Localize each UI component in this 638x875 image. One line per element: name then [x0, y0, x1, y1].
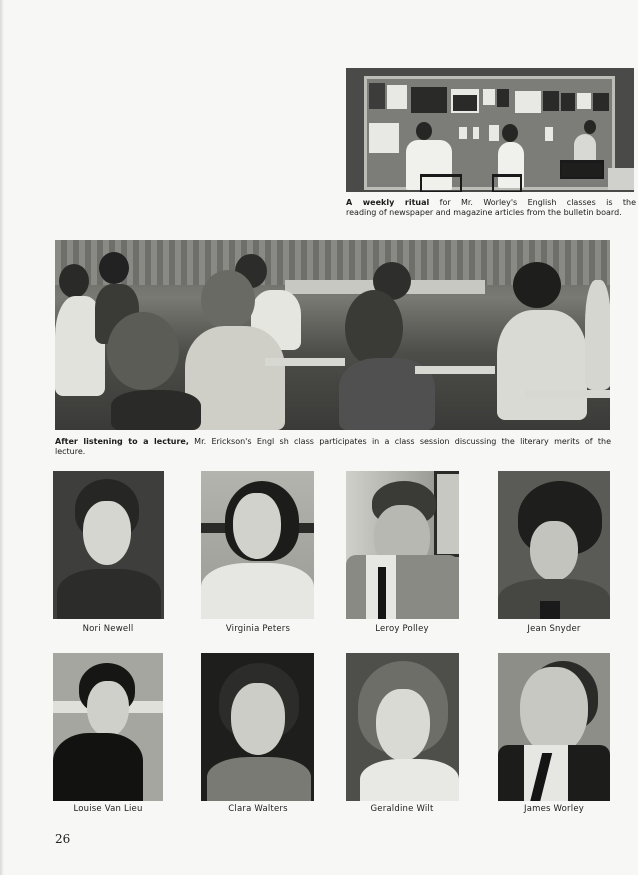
portrait-louise-van-lieu: [53, 653, 163, 801]
caption-text: for Mr. Worley's English classes is the: [429, 198, 636, 207]
student-head: [502, 124, 518, 142]
page-number: 26: [55, 832, 71, 846]
caption-text-line2: reading of newspaper and magazine articles from the bulletin board.: [346, 208, 622, 217]
book-stack: [608, 168, 634, 190]
chair: [560, 160, 604, 179]
portrait-james-worley: [498, 653, 610, 801]
caption-bold-lead: After listening to a lecture,: [55, 437, 189, 446]
faculty-name: Clara Walters: [228, 804, 288, 814]
student-head: [584, 120, 596, 134]
bulletin-board-photo: [346, 68, 634, 192]
chair: [420, 174, 462, 192]
chair: [492, 174, 522, 192]
page-binding-edge: [0, 0, 4, 875]
student-head: [416, 122, 432, 140]
faculty-name: Leroy Polley: [375, 624, 429, 634]
faculty-name: Louise Van Lieu: [73, 804, 143, 814]
portrait-jean-snyder: [498, 471, 610, 619]
portrait-clara-walters: [201, 653, 314, 801]
caption-bold-lead: A weekly ritual: [346, 198, 430, 207]
faculty-name: Virginia Peters: [225, 624, 291, 634]
faculty-name: James Worley: [524, 804, 584, 814]
faculty-name: Nori Newell: [82, 624, 134, 634]
bulletin-photo-caption: [346, 198, 636, 218]
portrait-leroy-polley: [346, 471, 459, 619]
portrait-nori-newell: [53, 471, 164, 619]
portrait-virginia-peters: [201, 471, 314, 619]
caption-text: Mr. Erickson's Engl sh class participates in a class session discussing the literary merits of the lecture.: [55, 437, 612, 456]
portrait-geraldine-wilt: [346, 653, 459, 801]
faculty-name: Jean Snyder: [527, 624, 581, 634]
classroom-discussion-photo: [55, 240, 610, 430]
faculty-name: Geraldine Wilt: [370, 804, 434, 814]
classroom-photo-caption: [55, 437, 611, 457]
